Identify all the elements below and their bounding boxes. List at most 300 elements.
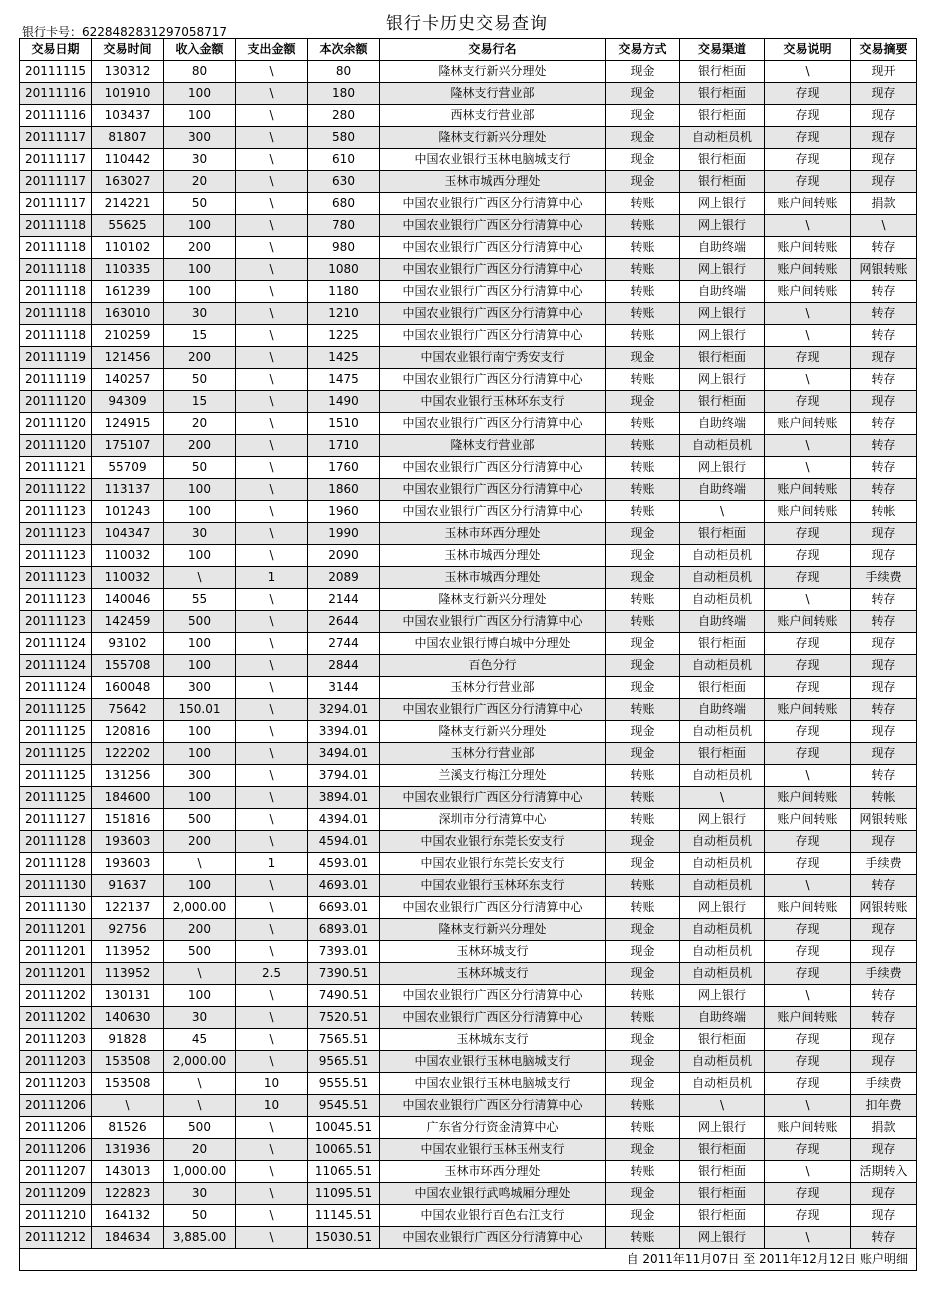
cell-description: 账户间转账 <box>765 479 851 501</box>
cell-branch: 中国农业银行广西区分行清算中心 <box>380 1095 606 1117</box>
cell-date: 20111124 <box>20 633 92 655</box>
period-footer: 自 2011年11月07日 至 2011年12月12日 账户明细 <box>20 1249 917 1271</box>
cell-income: 100 <box>164 743 236 765</box>
cell-summary: 现存 <box>851 83 917 105</box>
cell-channel: 网上银行 <box>680 1117 765 1139</box>
cell-summary: 网银转账 <box>851 259 917 281</box>
cell-date: 20111206 <box>20 1139 92 1161</box>
cell-branch: 玉林环城支行 <box>380 941 606 963</box>
cell-income: 55 <box>164 589 236 611</box>
cell-time: 143013 <box>92 1161 164 1183</box>
cell-time: 163010 <box>92 303 164 325</box>
cell-method: 现金 <box>606 61 680 83</box>
cell-summary: 转存 <box>851 435 917 457</box>
cell-description: \ <box>765 435 851 457</box>
cell-channel: 银行柜面 <box>680 523 765 545</box>
table-row <box>20 611 917 633</box>
cell-expense: \ <box>236 1183 308 1205</box>
cell-method: 转账 <box>606 501 680 523</box>
cell-summary: 转存 <box>851 281 917 303</box>
cell-expense: \ <box>236 215 308 237</box>
cell-description: \ <box>765 325 851 347</box>
cell-balance: 15030.51 <box>308 1227 380 1249</box>
cell-description: 账户间转账 <box>765 809 851 831</box>
cell-branch: 隆林支行新兴分理处 <box>380 61 606 83</box>
cell-method: 现金 <box>606 1139 680 1161</box>
cell-date: 20111202 <box>20 985 92 1007</box>
cell-balance: 3494.01 <box>308 743 380 765</box>
cell-channel: 自动柜员机 <box>680 721 765 743</box>
table-row <box>20 61 917 83</box>
cell-balance: 1760 <box>308 457 380 479</box>
cell-method: 转账 <box>606 457 680 479</box>
table-row <box>20 963 917 985</box>
cell-time: 130312 <box>92 61 164 83</box>
cell-time: 110032 <box>92 545 164 567</box>
cell-balance: 780 <box>308 215 380 237</box>
cell-method: 转账 <box>606 193 680 215</box>
cell-income: 500 <box>164 809 236 831</box>
col-header-expense: 支出金额 <box>236 39 308 61</box>
table-row <box>20 391 917 413</box>
cell-date: 20111127 <box>20 809 92 831</box>
cell-expense: \ <box>236 193 308 215</box>
cell-income: 100 <box>164 281 236 303</box>
cell-expense: \ <box>236 413 308 435</box>
cell-balance: 1510 <box>308 413 380 435</box>
cell-expense: \ <box>236 347 308 369</box>
cell-method: 转账 <box>606 369 680 391</box>
cell-balance: 3294.01 <box>308 699 380 721</box>
cell-date: 20111119 <box>20 347 92 369</box>
cell-branch: 广东省分行资金清算中心 <box>380 1117 606 1139</box>
cell-summary: 现存 <box>851 1029 917 1051</box>
table-row <box>20 149 917 171</box>
table-row <box>20 259 917 281</box>
cell-date: 20111210 <box>20 1205 92 1227</box>
cell-summary: 现存 <box>851 1183 917 1205</box>
cell-time: 55625 <box>92 215 164 237</box>
table-row <box>20 677 917 699</box>
cell-description: 账户间转账 <box>765 611 851 633</box>
cell-time: 153508 <box>92 1051 164 1073</box>
cell-method: 转账 <box>606 479 680 501</box>
cell-method: 转账 <box>606 1095 680 1117</box>
cell-income: 500 <box>164 941 236 963</box>
cell-branch: 隆林支行新兴分理处 <box>380 589 606 611</box>
cell-date: 20111118 <box>20 237 92 259</box>
cell-description: 账户间转账 <box>765 501 851 523</box>
cell-expense: \ <box>236 83 308 105</box>
cell-method: 现金 <box>606 1205 680 1227</box>
cell-channel: 网上银行 <box>680 457 765 479</box>
cell-description: \ <box>765 1095 851 1117</box>
cell-date: 20111130 <box>20 897 92 919</box>
cell-channel: 自动柜员机 <box>680 545 765 567</box>
table-row <box>20 347 917 369</box>
cell-method: 现金 <box>606 127 680 149</box>
cell-expense: \ <box>236 1139 308 1161</box>
cell-time: 121456 <box>92 347 164 369</box>
cell-method: 转账 <box>606 1161 680 1183</box>
cell-method: 转账 <box>606 787 680 809</box>
cell-summary: 转帐 <box>851 787 917 809</box>
cell-income: 20 <box>164 171 236 193</box>
cell-time: \ <box>92 1095 164 1117</box>
cell-channel: 自动柜员机 <box>680 127 765 149</box>
cell-description: 账户间转账 <box>765 281 851 303</box>
cell-expense: \ <box>236 985 308 1007</box>
cell-description: 账户间转账 <box>765 699 851 721</box>
cell-balance: 2144 <box>308 589 380 611</box>
cell-summary: 转存 <box>851 457 917 479</box>
cell-time: 122202 <box>92 743 164 765</box>
cell-expense: \ <box>236 787 308 809</box>
cell-branch: 西林支行营业部 <box>380 105 606 127</box>
cell-branch: 中国农业银行玉林电脑城支行 <box>380 1051 606 1073</box>
cell-description: 存现 <box>765 677 851 699</box>
cell-date: 20111212 <box>20 1227 92 1249</box>
cell-expense: \ <box>236 633 308 655</box>
cell-time: 110442 <box>92 149 164 171</box>
cell-time: 122137 <box>92 897 164 919</box>
table-row <box>20 369 917 391</box>
cell-expense: \ <box>236 1051 308 1073</box>
cell-branch: 中国农业银行玉林电脑城支行 <box>380 149 606 171</box>
cell-channel: \ <box>680 787 765 809</box>
cell-expense: \ <box>236 1029 308 1051</box>
cell-date: 20111201 <box>20 919 92 941</box>
cell-date: 20111203 <box>20 1051 92 1073</box>
cell-summary: 现存 <box>851 743 917 765</box>
cell-balance: 1425 <box>308 347 380 369</box>
cell-summary: 现存 <box>851 941 917 963</box>
cell-date: 20111117 <box>20 193 92 215</box>
cell-branch: 中国农业银行广西区分行清算中心 <box>380 787 606 809</box>
cell-branch: 中国农业银行广西区分行清算中心 <box>380 259 606 281</box>
cell-branch: 中国农业银行广西区分行清算中心 <box>380 1007 606 1029</box>
cell-branch: 隆林支行营业部 <box>380 435 606 457</box>
cell-branch: 中国农业银行博白城中分理处 <box>380 633 606 655</box>
cell-channel: 银行柜面 <box>680 149 765 171</box>
cell-time: 91637 <box>92 875 164 897</box>
cell-time: 193603 <box>92 853 164 875</box>
cell-balance: 9545.51 <box>308 1095 380 1117</box>
cell-channel: 自助终端 <box>680 1007 765 1029</box>
cell-time: 81807 <box>92 127 164 149</box>
cell-branch: 中国农业银行广西区分行清算中心 <box>380 699 606 721</box>
cell-time: 101910 <box>92 83 164 105</box>
cell-summary: 捐款 <box>851 193 917 215</box>
cell-income: 150.01 <box>164 699 236 721</box>
cell-description: 存现 <box>765 83 851 105</box>
cell-balance: 6693.01 <box>308 897 380 919</box>
table-row <box>20 567 917 589</box>
cell-channel: 网上银行 <box>680 809 765 831</box>
cell-balance: 7390.51 <box>308 963 380 985</box>
cell-expense: \ <box>236 61 308 83</box>
cell-date: 20111125 <box>20 787 92 809</box>
cell-expense: \ <box>236 105 308 127</box>
cell-time: 142459 <box>92 611 164 633</box>
cell-method: 转账 <box>606 303 680 325</box>
cell-description: 存现 <box>765 963 851 985</box>
cell-summary: 转存 <box>851 589 917 611</box>
cell-branch: 中国农业银行广西区分行清算中心 <box>380 897 606 919</box>
cell-expense: \ <box>236 699 308 721</box>
cell-channel: 银行柜面 <box>680 633 765 655</box>
table-row <box>20 523 917 545</box>
cell-income: 2,000.00 <box>164 897 236 919</box>
cell-balance: 7520.51 <box>308 1007 380 1029</box>
cell-description: 存现 <box>765 545 851 567</box>
cell-expense: \ <box>236 941 308 963</box>
col-header-branch: 交易行名 <box>380 39 606 61</box>
cell-balance: 2744 <box>308 633 380 655</box>
cell-method: 转账 <box>606 765 680 787</box>
table-row <box>20 105 917 127</box>
cell-income: 30 <box>164 149 236 171</box>
cell-income: 15 <box>164 325 236 347</box>
cell-income: 80 <box>164 61 236 83</box>
cell-channel: 银行柜面 <box>680 677 765 699</box>
cell-date: 20111125 <box>20 743 92 765</box>
cell-channel: 银行柜面 <box>680 105 765 127</box>
table-row <box>20 1183 917 1205</box>
cell-channel: 网上银行 <box>680 193 765 215</box>
cell-summary: 扣年费 <box>851 1095 917 1117</box>
cell-channel: 自助终端 <box>680 281 765 303</box>
cell-expense: \ <box>236 523 308 545</box>
cell-channel: 自动柜员机 <box>680 589 765 611</box>
cell-time: 75642 <box>92 699 164 721</box>
cell-time: 110335 <box>92 259 164 281</box>
cell-branch: 中国农业银行玉林玉州支行 <box>380 1139 606 1161</box>
cell-balance: 4593.01 <box>308 853 380 875</box>
cell-summary: 转存 <box>851 237 917 259</box>
cell-time: 163027 <box>92 171 164 193</box>
cell-description: \ <box>765 457 851 479</box>
cell-description: 存现 <box>765 941 851 963</box>
cell-description: \ <box>765 61 851 83</box>
col-header-channel: 交易渠道 <box>680 39 765 61</box>
cell-time: 193603 <box>92 831 164 853</box>
cell-description: \ <box>765 303 851 325</box>
cell-channel: 自助终端 <box>680 237 765 259</box>
col-header-description: 交易说明 <box>765 39 851 61</box>
cell-summary: 转存 <box>851 479 917 501</box>
cell-summary: 转存 <box>851 765 917 787</box>
cell-income: 50 <box>164 457 236 479</box>
cell-method: 现金 <box>606 941 680 963</box>
cell-expense: 2.5 <box>236 963 308 985</box>
cell-summary: 现存 <box>851 677 917 699</box>
cell-branch: 兰溪支行梅江分理处 <box>380 765 606 787</box>
cell-description: \ <box>765 985 851 1007</box>
col-header-time: 交易时间 <box>92 39 164 61</box>
cell-summary: \ <box>851 215 917 237</box>
cell-description: \ <box>765 1161 851 1183</box>
cell-time: 175107 <box>92 435 164 457</box>
cell-balance: 280 <box>308 105 380 127</box>
cell-income: 200 <box>164 237 236 259</box>
cell-balance: 10065.51 <box>308 1139 380 1161</box>
cell-expense: \ <box>236 897 308 919</box>
cell-date: 20111118 <box>20 281 92 303</box>
cell-channel: 银行柜面 <box>680 1161 765 1183</box>
cell-balance: 1475 <box>308 369 380 391</box>
cell-channel: 银行柜面 <box>680 83 765 105</box>
cell-description: 存现 <box>765 171 851 193</box>
cell-branch: 玉林城东支行 <box>380 1029 606 1051</box>
cell-date: 20111121 <box>20 457 92 479</box>
cell-branch: 隆林支行新兴分理处 <box>380 127 606 149</box>
cell-income: 30 <box>164 303 236 325</box>
cell-time: 153508 <box>92 1073 164 1095</box>
table-row <box>20 1161 917 1183</box>
cell-income: \ <box>164 853 236 875</box>
cell-expense: \ <box>236 919 308 941</box>
cell-income: 50 <box>164 369 236 391</box>
cell-balance: 3144 <box>308 677 380 699</box>
table-row <box>20 1205 917 1227</box>
cell-balance: 1080 <box>308 259 380 281</box>
cell-balance: 2090 <box>308 545 380 567</box>
cell-summary: 现存 <box>851 655 917 677</box>
table-row <box>20 303 917 325</box>
cell-summary: 手续费 <box>851 567 917 589</box>
cell-income: 1,000.00 <box>164 1161 236 1183</box>
table-row <box>20 1117 917 1139</box>
cell-method: 现金 <box>606 1051 680 1073</box>
cell-balance: 610 <box>308 149 380 171</box>
cell-description: 存现 <box>765 127 851 149</box>
cell-time: 104347 <box>92 523 164 545</box>
cell-time: 113952 <box>92 963 164 985</box>
cell-summary: 现存 <box>851 721 917 743</box>
cell-description: \ <box>765 875 851 897</box>
cell-description: 存现 <box>765 1183 851 1205</box>
cell-income: 50 <box>164 1205 236 1227</box>
cell-date: 20111201 <box>20 963 92 985</box>
cell-date: 20111116 <box>20 105 92 127</box>
cell-time: 110102 <box>92 237 164 259</box>
cell-channel: 网上银行 <box>680 325 765 347</box>
cell-time: 81526 <box>92 1117 164 1139</box>
cell-date: 20111207 <box>20 1161 92 1183</box>
table-row <box>20 787 917 809</box>
cell-date: 20111120 <box>20 435 92 457</box>
table-row <box>20 875 917 897</box>
cell-branch: 玉林市城西分理处 <box>380 171 606 193</box>
cell-branch: 玉林市城西分理处 <box>380 545 606 567</box>
cell-branch: 中国农业银行广西区分行清算中心 <box>380 479 606 501</box>
cell-method: 现金 <box>606 853 680 875</box>
cell-income: 300 <box>164 677 236 699</box>
cell-summary: 转存 <box>851 875 917 897</box>
cell-income: 100 <box>164 655 236 677</box>
cell-description: 存现 <box>765 1073 851 1095</box>
cell-time: 91828 <box>92 1029 164 1051</box>
table-row <box>20 237 917 259</box>
cell-summary: 转存 <box>851 303 917 325</box>
cell-channel: 自助终端 <box>680 413 765 435</box>
cell-date: 20111130 <box>20 875 92 897</box>
cell-date: 20111201 <box>20 941 92 963</box>
cell-description: \ <box>765 765 851 787</box>
cell-description: 存现 <box>765 655 851 677</box>
cell-channel: 自动柜员机 <box>680 941 765 963</box>
cell-description: 存现 <box>765 831 851 853</box>
cell-expense: \ <box>236 457 308 479</box>
cell-income: 100 <box>164 215 236 237</box>
cell-method: 转账 <box>606 215 680 237</box>
cell-description: 账户间转账 <box>765 259 851 281</box>
cell-income: 50 <box>164 193 236 215</box>
cell-summary: 网银转账 <box>851 809 917 831</box>
cell-method: 现金 <box>606 83 680 105</box>
cell-description: 存现 <box>765 1051 851 1073</box>
cell-date: 20111124 <box>20 655 92 677</box>
cell-expense: \ <box>236 545 308 567</box>
cell-channel: 网上银行 <box>680 897 765 919</box>
cell-expense: 1 <box>236 853 308 875</box>
cell-expense: \ <box>236 303 308 325</box>
cell-balance: 1490 <box>308 391 380 413</box>
cell-summary: 现存 <box>851 831 917 853</box>
cell-branch: 中国农业银行武鸣城厢分理处 <box>380 1183 606 1205</box>
cell-method: 现金 <box>606 1029 680 1051</box>
cell-method: 现金 <box>606 721 680 743</box>
cell-balance: 1860 <box>308 479 380 501</box>
cell-channel: 银行柜面 <box>680 1183 765 1205</box>
table-row <box>20 941 917 963</box>
table-row <box>20 193 917 215</box>
cell-summary: 转存 <box>851 413 917 435</box>
table-row <box>20 1227 917 1249</box>
cell-description: 存现 <box>765 721 851 743</box>
cell-description: 存现 <box>765 919 851 941</box>
cell-date: 20111203 <box>20 1073 92 1095</box>
cell-date: 20111128 <box>20 853 92 875</box>
cell-summary: 网银转账 <box>851 897 917 919</box>
cell-balance: 580 <box>308 127 380 149</box>
cell-channel: 自动柜员机 <box>680 435 765 457</box>
cell-balance: 980 <box>308 237 380 259</box>
cell-channel: 网上银行 <box>680 259 765 281</box>
cell-channel: \ <box>680 1095 765 1117</box>
cell-expense: \ <box>236 259 308 281</box>
cell-method: 现金 <box>606 1183 680 1205</box>
cell-income: \ <box>164 567 236 589</box>
cell-date: 20111117 <box>20 149 92 171</box>
cell-date: 20111118 <box>20 325 92 347</box>
table-row <box>20 457 917 479</box>
cell-channel: 自动柜员机 <box>680 963 765 985</box>
cell-balance: 180 <box>308 83 380 105</box>
cell-summary: 转存 <box>851 699 917 721</box>
cell-branch: 深圳市分行清算中心 <box>380 809 606 831</box>
cell-expense: \ <box>236 171 308 193</box>
cell-branch: 中国农业银行广西区分行清算中心 <box>380 325 606 347</box>
cell-branch: 玉林分行营业部 <box>380 677 606 699</box>
cell-balance: 80 <box>308 61 380 83</box>
cell-date: 20111128 <box>20 831 92 853</box>
table-row <box>20 897 917 919</box>
cell-income: 20 <box>164 413 236 435</box>
cell-branch: 中国农业银行玉林环东支行 <box>380 875 606 897</box>
table-row <box>20 325 917 347</box>
